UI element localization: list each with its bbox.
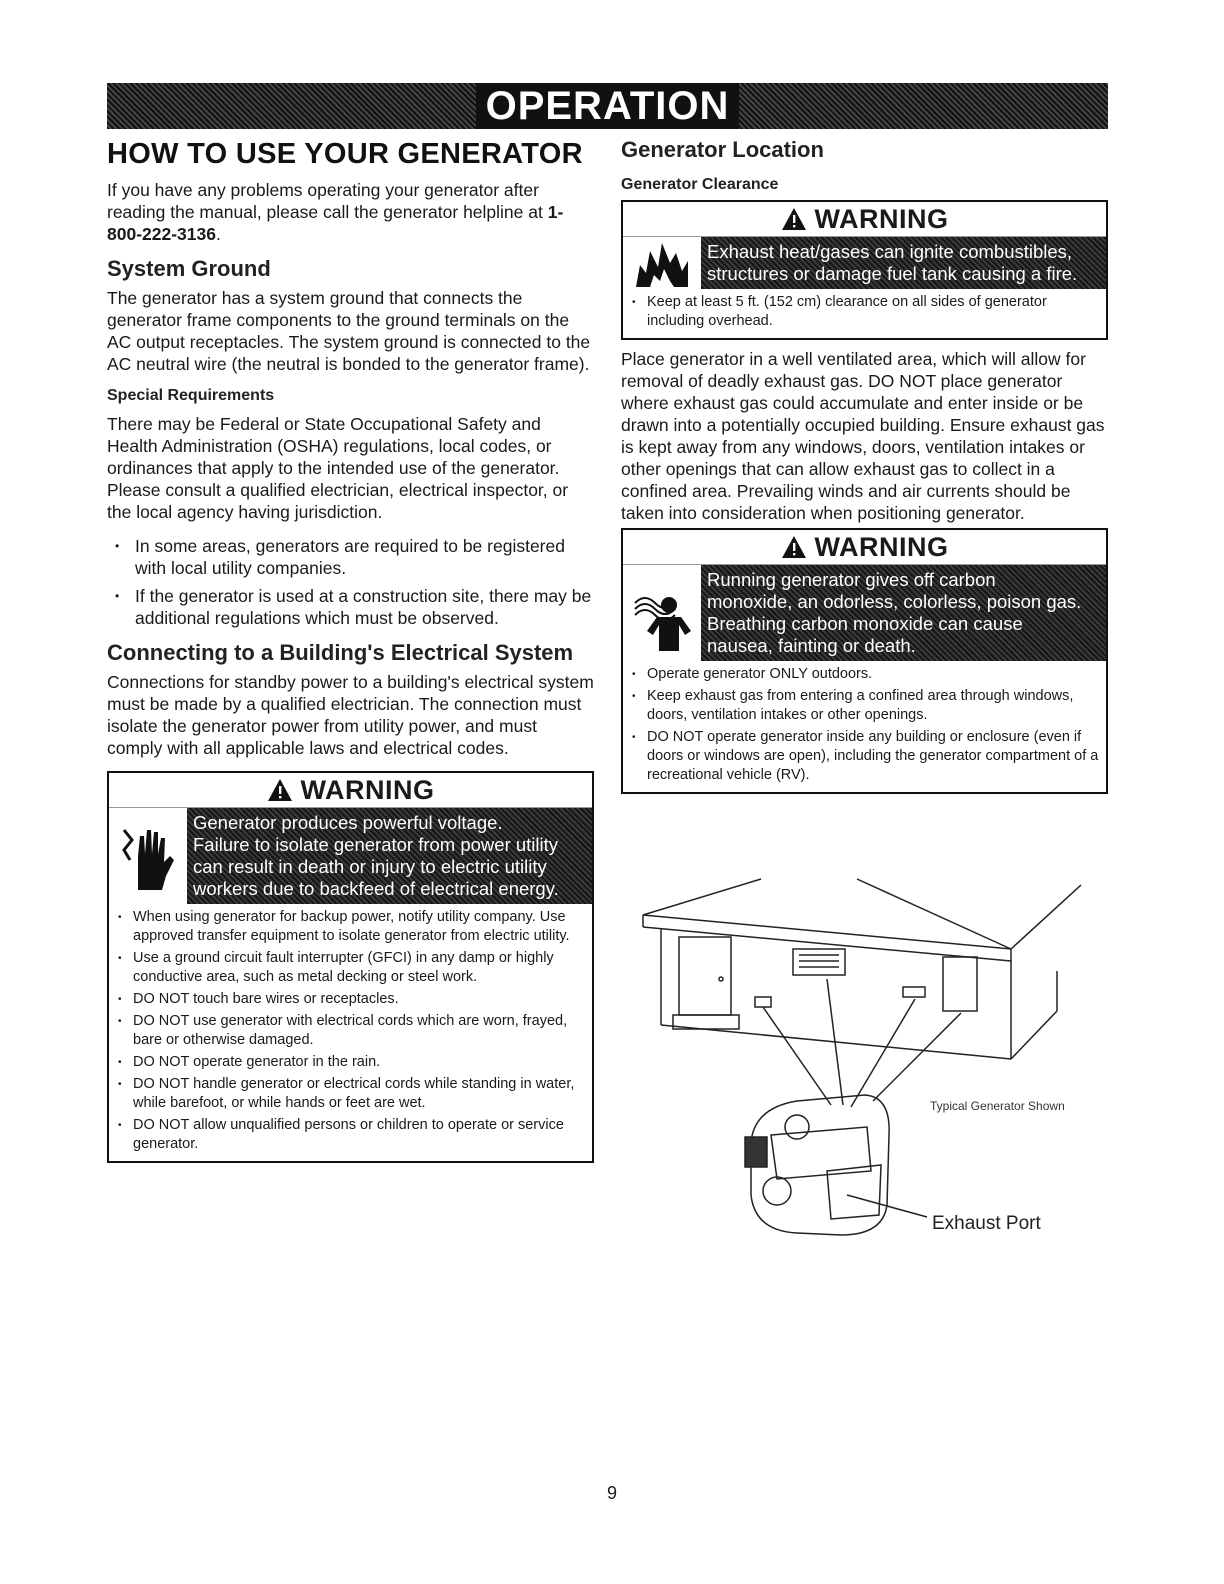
list-item: • Use a ground circuit fault interrupter (GFCI) in any damp or highly conductive area, such as metal decking or steel work. [109, 949, 586, 987]
connecting-heading: Connecting to a Building's Electrical System [107, 640, 574, 665]
list-item: • DO NOT use generator with electrical cords which are worn, frayed, bare or otherwise damaged. [109, 1012, 586, 1050]
warning-title: WARNING [814, 203, 949, 234]
warning-band [623, 237, 1106, 289]
warning-message-line: monoxide, an odorless, colorless, poison gas. [707, 591, 1082, 612]
warning-message-line: can result in death or injury to electric utility [193, 856, 547, 877]
generator-location-heading: Generator Location [621, 137, 824, 162]
warning-list [623, 289, 1106, 338]
warning-box-voltage [107, 771, 594, 1163]
warning-band [109, 808, 592, 904]
right-column [621, 138, 1108, 802]
page-title: HOW TO USE YOUR GENERATOR [107, 138, 583, 170]
warning-message-line: Running generator gives off carbon [707, 569, 996, 590]
intro-paragraph [107, 179, 594, 245]
warning-band [623, 565, 1106, 661]
toxic-fumes-icon [623, 565, 701, 661]
warning-title: WARNING [814, 531, 949, 562]
special-requirements-body: There may be Federal or State Occupational Safety and Health Administration (OSHA) regulations, local codes, or ordinances that apply to the intended use of the generator. Please consult a qualified electrician, electrical inspector, or the local agency having jurisdiction. [107, 414, 569, 522]
list-item: • DO NOT operate generator inside any building or enclosure (even if doors or windows are open), including the generator compartment of a recreational vehicle (RV). [623, 728, 1100, 785]
warning-triangle-icon [267, 778, 293, 802]
electric-shock-hand-icon [109, 808, 187, 904]
list-item: • Operate generator ONLY outdoors. [623, 665, 1100, 684]
intro-text: If you have any problems operating your generator after reading the manual, please call the generator helpline at [107, 180, 548, 222]
warning-message-line: nausea, fainting or death. [707, 635, 916, 656]
list-item: • If the generator is used at a construction site, there may be additional regulations which must be observed. [107, 585, 594, 629]
warning-box-carbon-monoxide [621, 528, 1108, 794]
left-column [107, 138, 594, 1171]
warning-header [623, 202, 1106, 237]
warning-list [623, 661, 1106, 792]
exhaust-port-callout: Exhaust Port [932, 1213, 1041, 1234]
warning-list [109, 904, 592, 1161]
figure-caption: Typical Generator Shown [930, 1099, 1065, 1113]
list-item: • DO NOT handle generator or electrical cords while standing in water, while barefoot, or while hands or feet are wet. [109, 1075, 586, 1113]
warning-header [623, 530, 1106, 565]
warning-box-fire [621, 200, 1108, 340]
special-requirements-heading: Special Requirements [107, 387, 275, 404]
list-item: • In some areas, generators are required to be registered with local utility companies. [107, 535, 594, 579]
special-requirements-list [107, 535, 594, 629]
location-body: Place generator in a well ventilated area, which will allow for removal of deadly exhaust gas. DO NOT place generator where exhaust gas could accumulate and enter inside or be drawn into a potentially occupied building. Ensure exhaust gas is kept away from any windows, doors, ventilation intakes or other openings that can allow exhaust gas to collect in a confined area. Prevailing winds and air currents should be taken into consideration when positioning generator. [621, 349, 1105, 523]
warning-header [109, 773, 592, 808]
fire-icon [623, 237, 701, 289]
list-item: • DO NOT touch bare wires or receptacles. [109, 990, 586, 1009]
generator-placement-illustration [621, 875, 1101, 1255]
warning-message-line: Exhaust heat/gases can ignite combustibles, [707, 241, 1073, 262]
list-item: • Keep at least 5 ft. (152 cm) clearance on all sides of generator including overhead. [623, 293, 1100, 331]
warning-triangle-icon [781, 535, 807, 559]
section-banner [107, 83, 1108, 129]
connecting-body: Connections for standby power to a building's electrical system must be made by a qualified electrician. The connection must isolate the generator power from utility power, and must comply with all applicable laws and electrical codes. [107, 672, 594, 758]
system-ground-body: The generator has a system ground that connects the generator frame components to the ground terminals on the AC output receptacles. The system ground is connected to the AC neutral wire (the neutral is bonded to the generator frame). [107, 288, 591, 374]
warning-message-line: workers due to backfeed of electrical energy. [193, 878, 559, 899]
list-item: • DO NOT allow unqualified persons or children to operate or service generator. [109, 1116, 586, 1154]
list-item: • Keep exhaust gas from entering a confined area through windows, doors, ventilation intakes or other openings. [623, 687, 1100, 725]
warning-message-line: Breathing carbon monoxide can cause [707, 613, 1023, 634]
list-item: • When using generator for backup power, notify utility company. Use approved transfer equipment to isolate generator from electric utility. [109, 908, 586, 946]
banner-title: OPERATION [476, 83, 740, 129]
warning-message-line: Failure to isolate generator from power utility [193, 834, 559, 855]
generator-clearance-heading: Generator Clearance [621, 176, 779, 193]
warning-message [187, 808, 592, 904]
system-ground-heading: System Ground [107, 256, 271, 281]
warning-message-line: structures or damage fuel tank causing a fire. [707, 263, 1078, 284]
helpline-number: 1-800-222-3136 [107, 202, 564, 244]
warning-message [701, 565, 1106, 661]
list-item: • DO NOT operate generator in the rain. [109, 1053, 586, 1072]
warning-message-line: Generator produces powerful voltage. [193, 812, 503, 833]
warning-message [701, 237, 1106, 289]
page-number: 9 [606, 1483, 617, 1503]
warning-triangle-icon [781, 207, 807, 231]
warning-title: WARNING [300, 774, 435, 805]
intro-end: . [215, 224, 221, 244]
